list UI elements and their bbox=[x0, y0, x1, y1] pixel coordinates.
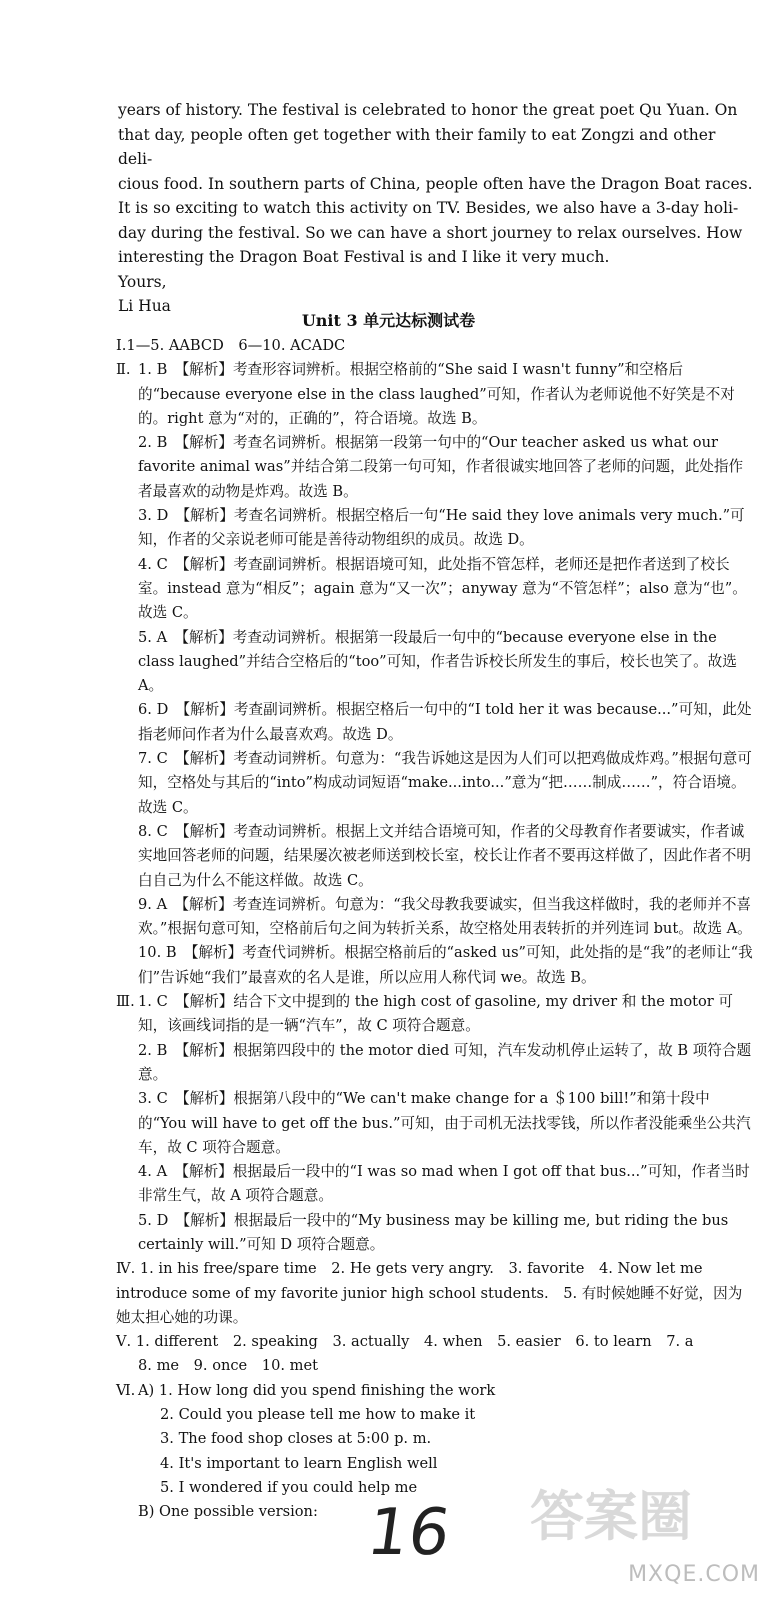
section-3 bbox=[116, 990, 756, 1257]
answer-item: 1. B 【解析】考查形容词辨析。根据空格前的“She said I wasn't funny”和空格后的“because everyone else in the class laughed”可知，作者认为老师说他不好笑是不对的。right 意为“对的，正确的”，符合语境。故选 B。 bbox=[138, 361, 735, 427]
letter-continuation bbox=[118, 98, 754, 319]
answer-item: 2. Could you please tell me how to make it bbox=[160, 1406, 476, 1424]
watermark bbox=[520, 1485, 770, 1595]
section-5-line2: 8. me 9. once 10. met bbox=[138, 1357, 318, 1375]
letter-line: interesting the Dragon Boat Festival is and I like it very much. bbox=[118, 248, 610, 266]
section-6-label: Ⅵ. bbox=[116, 1381, 136, 1399]
letter-line: years of history. The festival is celebrated to honor the great poet Qu Yuan. On bbox=[118, 101, 738, 119]
letter-closing: Yours, bbox=[118, 272, 167, 291]
answer-item: 8. C 【解析】考查动词辨析。根据上文并结合语境可知，作者的父母教育作者要诚实，作者诚实地回答老师的问题，结果屡次被老师送到校长室，校长让作者不要再这样做了，因此作者不明白自己为什么不能这样做。故选 C。 bbox=[138, 822, 751, 889]
answer-item: 10. B 【解析】考查代词辨析。根据空格前后的“asked us”可知，此处指的是“我”的老师让“我们”告诉她“我们”最喜欢的名人是谁，所以应用人称代词 we。故选 B。 bbox=[138, 944, 753, 986]
watermark-logo: 答案圈 bbox=[530, 1485, 692, 1548]
answer-item: 3. C 【解析】根据第八段中的“We can't make change for a ＄100 bill!”和第十段中的“You will have to get off the bus.”可知，由于司机无法找零钱，所以作者没能乘坐公共汽车，故 C 项符合题意。 bbox=[138, 1090, 751, 1156]
answer-sections bbox=[116, 334, 756, 1525]
unit-title: Unit 3 单元达标测试卷 bbox=[301, 311, 476, 330]
answer-item: A) 1. How long did you spend finishing the work bbox=[138, 1381, 496, 1399]
letter-line: It is so exciting to watch this activity on TV. Besides, we also have a 3-day holi- bbox=[118, 199, 739, 217]
letter-line: day during the festival. So we can have a short journey to relax ourselves. How bbox=[118, 223, 743, 242]
answer-item: 2. B 【解析】考查名词辨析。根据第一段第一句中的“Our teacher asked us what our favorite animal was”并结合第二段第一句可知，作者很诚实地回答了老师的问题，此处指作者最喜欢的动物是炸鸡。故选 B。 bbox=[138, 434, 744, 500]
answer-item: 5. I wondered if you could help me bbox=[160, 1478, 418, 1496]
answer-item: 3. The food shop closes at 5:00 p. m. bbox=[160, 1430, 432, 1448]
answer-item: 9. A 【解析】考查连词辨析。句意为：“我父母教我要诚实，但当我这样做时，我的老师并不喜欢。”根据句意可知，空格前后句之间为转折关系，故空格处用表转折的并列连词 but。故选 A。 bbox=[138, 895, 752, 938]
page-number: 16 bbox=[362, 1496, 455, 1570]
answer-item: 7. C 【解析】考查动词辨析。句意为：“我告诉她这是因为人们可以把鸡做成炸鸡。”根据句意可知，空格处与其后的“into”构成动词短语“make...into...”意为“把……制成……”，符合语境。故选 C。 bbox=[138, 750, 752, 816]
section-6-b: B) One possible version: bbox=[138, 1503, 318, 1521]
section-4: Ⅳ. 1. in his free/spare time 2. He gets very angry. 3. favorite 4. Now let me introduce some of my favorite junior high school students. 5. 有时候她睡不好觉，因为她太担心她的功课。 bbox=[116, 1260, 743, 1326]
section-5-line1: Ⅴ. 1. different 2. speaking 3. actually 4. when 5. easier 6. to learn 7. a bbox=[116, 1333, 694, 1351]
section-2-label: Ⅱ. bbox=[116, 361, 131, 379]
watermark-url: MXQE.COM bbox=[628, 1561, 760, 1587]
answer-item: 4. C 【解析】考查副词辨析。根据语境可知，此处指不管怎样，老师还是把作者送到了校长室。instead 意为“相反”；again 意为“又一次”；anyway 意为“不管怎样”；also 意为“也”。故选 C。 bbox=[138, 555, 747, 622]
answer-item: 5. D 【解析】根据最后一段中的“My business may be killing me, but riding the bus certainly will.”可知 D 项符合题意。 bbox=[138, 1211, 729, 1253]
answer-item: 5. A 【解析】考查动词辨析。根据第一段最后一句中的“because everyone else in the class laughed”并结合空格后的“too”可知，作者告诉校长所发生的事后，校长也笑了。故选 A。 bbox=[138, 628, 737, 695]
answer-item: 6. D 【解析】考查副词辨析。根据空格后一句中的“I told her it was because...”可知，此处指老师问作者为什么最喜欢鸡。故选 D。 bbox=[138, 701, 752, 743]
answer-item: 4. A 【解析】根据最后一段中的“I was so mad when I got off that bus...”可知，作者当时非常生气，故 A 项符合题意。 bbox=[138, 1163, 750, 1205]
answer-item: 3. D 【解析】考查名词辨析。根据空格后一句“He said they love animals very much.”可知，作者的父亲说老师可能是善待动物组织的成员。故选 D。 bbox=[138, 507, 745, 549]
answer-item: 2. B 【解析】根据第四段中的 the motor died 可知，汽车发动机停止运转了，故 B 项符合题意。 bbox=[138, 1041, 752, 1083]
letter-line: that day, people often get together with their family to eat Zongzi and other deli- bbox=[118, 125, 716, 168]
section-2 bbox=[116, 358, 756, 990]
answer-item: 1. C 【解析】结合下文中提到的 the high cost of gasoline, my driver 和 the motor 可知，该画线词指的是一辆“汽车”，故 C 项符合题意。 bbox=[138, 993, 733, 1035]
section-1: Ⅰ.1—5. AABCD 6—10. ACADC bbox=[116, 337, 346, 354]
letter-line: cious food. In southern parts of China, people often have the Dragon Boat races. bbox=[118, 174, 753, 193]
letter-signature: Li Hua bbox=[118, 297, 171, 315]
answer-item: 4. It's important to learn English well bbox=[160, 1454, 438, 1472]
section-3-label: Ⅲ. bbox=[116, 993, 135, 1011]
